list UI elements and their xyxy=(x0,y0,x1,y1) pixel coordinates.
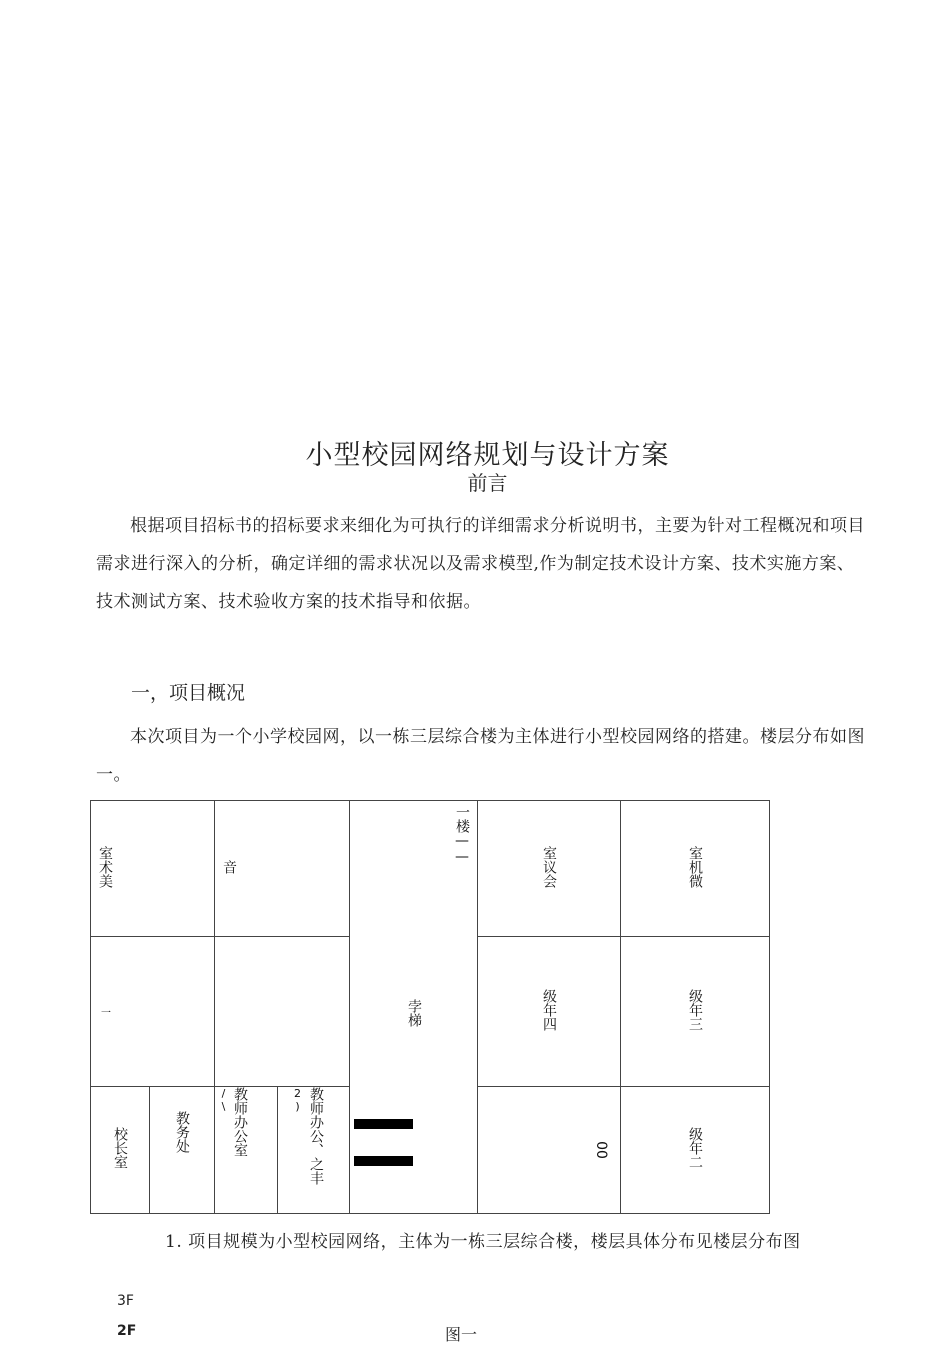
teacher-office2-label: 教师办公、之丰 xyxy=(308,1087,324,1185)
teacher-office1-label: 教师办公室 xyxy=(232,1087,248,1157)
floor-label-3f: 3F xyxy=(117,1293,134,1309)
art-room-cell xyxy=(91,801,215,937)
academic-cell xyxy=(150,1087,215,1214)
floor-label-2f: 2F xyxy=(117,1323,137,1339)
section-paragraph: 本次项目为一个小学校园网，以一栋三层综合楼为主体进行小型校园网络的搭建。楼层分布如图一。 xyxy=(96,727,865,785)
figure-caption: 图一 xyxy=(445,1325,478,1344)
room-00-cell xyxy=(478,1087,621,1214)
left-room-mark: 一 xyxy=(101,1007,111,1019)
computer-room-label: 室机微 xyxy=(687,845,703,888)
principal-cell xyxy=(91,1087,150,1214)
music-room-label: 音 xyxy=(221,859,237,874)
music-room-cell xyxy=(215,801,350,937)
art-room-label: 室术美 xyxy=(97,845,113,888)
numbered-item: 1. 项目规模为小型校园网络，主体为一栋三层综合楼，楼层具体分布见楼层分布图 xyxy=(165,1232,801,1252)
grade3-label: 级年三 xyxy=(687,988,703,1031)
left-room-cell xyxy=(91,937,215,1087)
section-heading: 一，项目概况 xyxy=(131,682,246,704)
stair-label: 孛梯 xyxy=(406,999,422,1027)
teacher-office1-cell xyxy=(215,1087,278,1214)
teacher-office1-note: /\ xyxy=(217,1087,230,1113)
grade3-cell xyxy=(621,937,770,1087)
room-00-label: 00 xyxy=(593,1141,610,1159)
stair-top-label: 一楼—— xyxy=(454,805,470,865)
principal-label: 校长室 xyxy=(112,1127,128,1169)
meeting-room-cell xyxy=(478,801,621,937)
intro-paragraph: 根据项目招标书的招标要求来细化为可执行的详细需求分析说明书，主要为针对工程概况和项目需求进行深入的分析，确定详细的需求状况以及需求模型,作为制定技术设计方案、技术实施方案、技术测试方案、技术验收方案的技术指导和依据。 xyxy=(96,516,865,612)
stairwell-cell xyxy=(350,801,478,1214)
grade4-cell xyxy=(478,937,621,1087)
computer-room-cell xyxy=(621,801,770,937)
grade4-label: 级年四 xyxy=(541,988,557,1031)
document-subtitle: 前言 xyxy=(467,471,508,495)
grade2-label: 级年二 xyxy=(687,1127,703,1169)
meeting-room-label: 室议会 xyxy=(541,845,557,888)
teacher-office2-cell xyxy=(278,1087,350,1214)
floor-plan-table xyxy=(90,800,770,1214)
document-title: 小型校园网络规划与设计方案 xyxy=(305,440,670,471)
blank-room-cell xyxy=(215,937,350,1087)
stair-bar-upper xyxy=(354,1119,413,1129)
academic-label: 教务处 xyxy=(174,1111,190,1153)
grade2-cell xyxy=(621,1087,770,1214)
stair-bar-lower xyxy=(354,1156,413,1166)
teacher-office2-note: 2) xyxy=(291,1087,304,1113)
